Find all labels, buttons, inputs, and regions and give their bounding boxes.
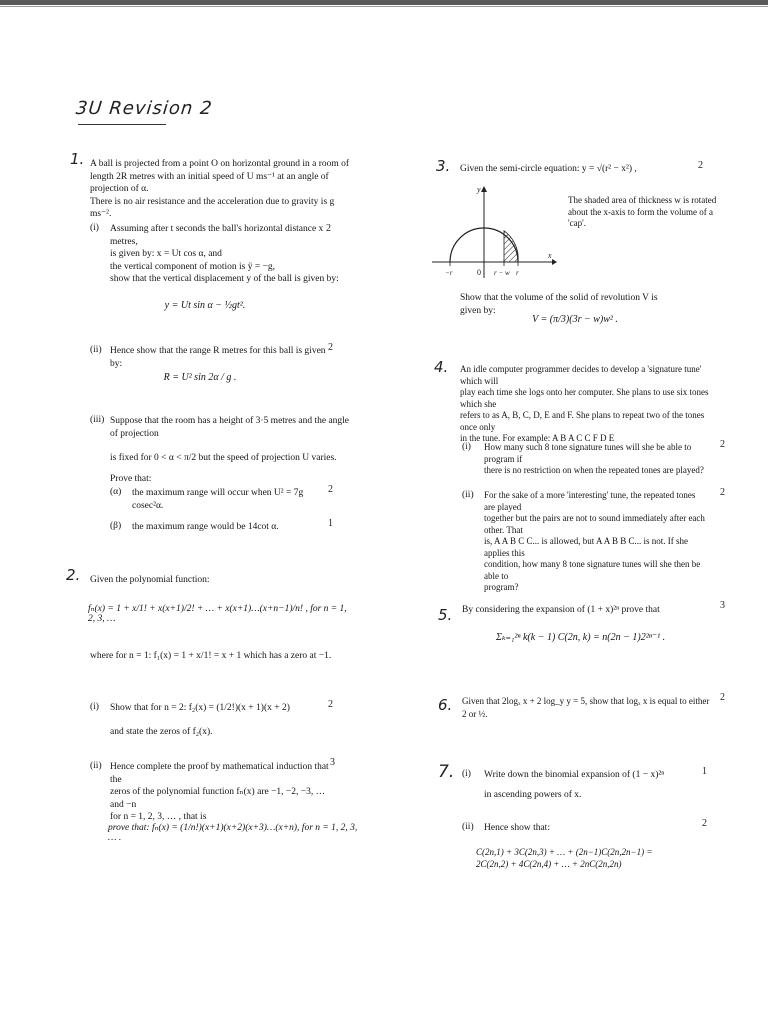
q1-ii-text: Hence show that the range R metres for this ball is given by: bbox=[110, 346, 326, 369]
q2-ii-text bbox=[110, 761, 330, 824]
q3-side-text bbox=[568, 195, 718, 230]
q1-iii-a-label: (α) bbox=[110, 487, 122, 497]
q2-ii-formula: prove that: fₙ(x) = (1/n!)(x+1)(x+2)(x+3)…(x+n), for n = 1, 2, 3, … . bbox=[108, 823, 358, 843]
q2-ii-label: (ii) bbox=[90, 761, 102, 771]
q2-i-marks: 2 bbox=[328, 699, 333, 710]
q2-i-line: Show that for n = 2: f₂(x) = (1/2!)(x + 1)(x + 2) bbox=[110, 703, 290, 713]
q4-intro-line: in the tune. For example: A B A C C F D E bbox=[460, 433, 615, 443]
q4-i-marks: 2 bbox=[720, 439, 725, 450]
q4-ii-line: is, A A B C C... is allowed, but A A B B C... is not. If she applies this bbox=[484, 536, 689, 558]
q1-iii-a-marks: 2 bbox=[328, 484, 333, 495]
q2-intro: Given the polynomial function: bbox=[90, 575, 210, 585]
page-title: 3U Revision 2 bbox=[74, 98, 214, 119]
q6-number: 6. bbox=[438, 696, 453, 714]
tick-label-r: r bbox=[516, 269, 519, 277]
q2-formula: fₙ(x) = 1 + x/1! + x(x+1)/2! + … + x(x+1)…(x+n−1)/n! , for n = 1, 2, 3, … bbox=[88, 604, 347, 624]
q5-formula: Σₖ₌₁²ⁿ k(k − 1) C(2n, k) = n(2n − 1)2²ⁿ⁻¹ . bbox=[496, 632, 666, 643]
q1-intro-line: There is no air resistance and the acceleration due to gravity is g ms⁻². bbox=[90, 196, 335, 219]
q4-ii-marks: 2 bbox=[720, 487, 725, 498]
q3-side-line: The shaded area of thickness w is rotated bbox=[568, 195, 717, 205]
q7-ii-line: Hence show that: bbox=[484, 823, 550, 833]
q1-i-line: Assuming after t seconds the ball's horizontal distance x metres, bbox=[110, 224, 324, 247]
tick-label-neg-r: −r bbox=[445, 269, 453, 277]
q4-intro-line: play each time she logs onto her computer. She plans to use six tones which she bbox=[460, 387, 709, 409]
q7-ii-marks: 2 bbox=[702, 818, 707, 829]
q2-ii-line: Hence complete the proof by mathematical induction that the bbox=[110, 762, 329, 785]
q2-number: 2. bbox=[66, 566, 81, 584]
x-axis-arrow bbox=[552, 259, 557, 265]
y-label: y bbox=[477, 185, 481, 194]
q7-i-line1: Write down the binomial expansion of (1 − x)²ⁿ bbox=[484, 770, 665, 780]
q1-iii-a-text: the maximum range will occur when U² = 7g cosec²α. bbox=[132, 488, 304, 511]
q3-formula: V = (π/3)(3r − w)w² . bbox=[532, 314, 618, 325]
q4-intro bbox=[460, 364, 722, 445]
q4-number: 4. bbox=[434, 358, 449, 376]
q2-ii-marks: 3 bbox=[330, 757, 335, 768]
q4-i-line: there is no restriction on when the repeated tones are played? bbox=[484, 465, 704, 475]
shaded-cap bbox=[504, 231, 518, 262]
q1-intro-line: length 2R metres with an initial speed of U ms⁻¹ at an angle of projection of α. bbox=[90, 171, 329, 194]
q1-number: 1. bbox=[70, 150, 85, 168]
q4-ii-line: For the sake of a more 'interesting' tune, the repeated tones are played bbox=[484, 490, 696, 512]
q1-iii-line: is fixed for 0 < α < π/2 but the speed of projection U varies. bbox=[110, 453, 337, 463]
tick-label-r-minus-w: r − w bbox=[494, 269, 510, 277]
q5-number: 5. bbox=[438, 606, 453, 624]
q3-number: 3. bbox=[436, 157, 451, 175]
q4-ii-line: together but the pairs are not to sound immediately after each other. That bbox=[484, 513, 705, 535]
q1-iii-b-marks: 1 bbox=[328, 518, 333, 529]
q4-ii-line: program? bbox=[484, 582, 519, 592]
q5-intro: By considering the expansion of (1 + x)²ⁿ prove that bbox=[462, 605, 660, 615]
q7-ii-label: (ii) bbox=[462, 822, 474, 832]
q7-i-marks: 1 bbox=[702, 766, 707, 777]
q7-i-line2: in ascending powers of x. bbox=[484, 790, 582, 800]
q5-marks: 3 bbox=[720, 600, 725, 611]
q3-side-line: about the x-axis to form the volume of a 'cap'. bbox=[568, 206, 713, 228]
q1-iii-label: (iii) bbox=[90, 415, 105, 425]
q6-marks: 2 bbox=[720, 692, 725, 703]
q1-ii-formula: R = U² sin 2α / g . bbox=[163, 372, 237, 383]
q1-intro bbox=[90, 158, 350, 221]
q1-i-formula: y = Ut sin α − ½gt². bbox=[164, 300, 246, 311]
q4-i-text bbox=[484, 442, 704, 477]
q2-i-line2: and state the zeros of f₂(x). bbox=[110, 727, 213, 737]
q1-iii-b-text: the maximum range would be 14cot α. bbox=[132, 522, 279, 532]
q4-i-label: (i) bbox=[462, 442, 471, 452]
q4-ii-text bbox=[484, 490, 706, 594]
q3-show: Show that the volume of the solid of revolution V is given by: bbox=[460, 293, 658, 316]
q4-intro-line: An idle computer programmer decides to develop a 'signature tune' which will bbox=[460, 364, 702, 386]
scan-top-border bbox=[0, 0, 768, 5]
q4-intro-line: refers to as A, B, C, D, E and F. She plans to repeat two of the tones once only bbox=[460, 410, 705, 432]
title-underline bbox=[78, 124, 166, 125]
q1-iii-b-label: (β) bbox=[110, 521, 122, 531]
q1-i-line: is given by: x = Ut cos α, and bbox=[110, 249, 222, 259]
q2-ii-line: zeros of the polynomial function fₙ(x) are −1, −2, −3, … and −n bbox=[110, 787, 326, 810]
q4-ii-label: (ii) bbox=[462, 490, 474, 500]
q4-i-line: How many such 8 tone signature tunes will she be able to program if bbox=[484, 442, 692, 464]
q1-ii-marks: 2 bbox=[328, 342, 333, 353]
q1-iii-line: Prove that: bbox=[110, 473, 152, 484]
q1-i-label: (i) bbox=[90, 223, 99, 233]
q3-intro: Given the semi-circle equation: y = √(r² − x²) , bbox=[460, 164, 637, 174]
q1-i-marks: 2 bbox=[326, 223, 331, 234]
q7-ii-formula: C(2n,1) + 3C(2n,3) + … + (2n−1)C(2n,2n−1) = 2C(2n,2) + 4C(2n,4) + … + 2nC(2n,2n) bbox=[476, 847, 653, 869]
q1-i-line: show that the vertical displacement y of the ball is given by: bbox=[110, 274, 339, 284]
q1-i-line: the vertical component of motion is ÿ = −g, bbox=[110, 261, 276, 272]
q7-number: 7. bbox=[438, 762, 455, 782]
y-axis-arrow bbox=[481, 186, 487, 192]
x-label: x bbox=[548, 251, 552, 260]
tick-label-zero: 0 bbox=[477, 268, 481, 277]
q1-ii-label: (ii) bbox=[90, 345, 102, 355]
semicircle-diagram bbox=[430, 182, 560, 287]
q7-i-label: (i) bbox=[462, 769, 471, 779]
q6-text: Given that 2logₓ x + 2 log_y y = 5, show that logₓ x is equal to either 2 or ½. bbox=[462, 696, 710, 719]
scan-top-line bbox=[0, 6, 768, 7]
q1-intro-line: A ball is projected from a point O on horizontal ground in a room of bbox=[90, 159, 350, 169]
q2-i-label: (i) bbox=[90, 702, 99, 712]
q2-ii-line: for n = 1, 2, 3, … , that is bbox=[110, 812, 207, 822]
q3-marks: 2 bbox=[698, 160, 703, 171]
q1-iii-text bbox=[110, 415, 350, 485]
q1-iii-line: Suppose that the room has a height of 3·5 metres and the angle of projection bbox=[110, 416, 350, 439]
q4-ii-line: condition, how many 8 tone signature tunes will she then be able to bbox=[484, 559, 701, 581]
q2-where: where for n = 1: f₁(x) = 1 + x/1! = x + 1 which has a zero at −1. bbox=[90, 651, 332, 661]
q1-i-text bbox=[110, 223, 340, 286]
